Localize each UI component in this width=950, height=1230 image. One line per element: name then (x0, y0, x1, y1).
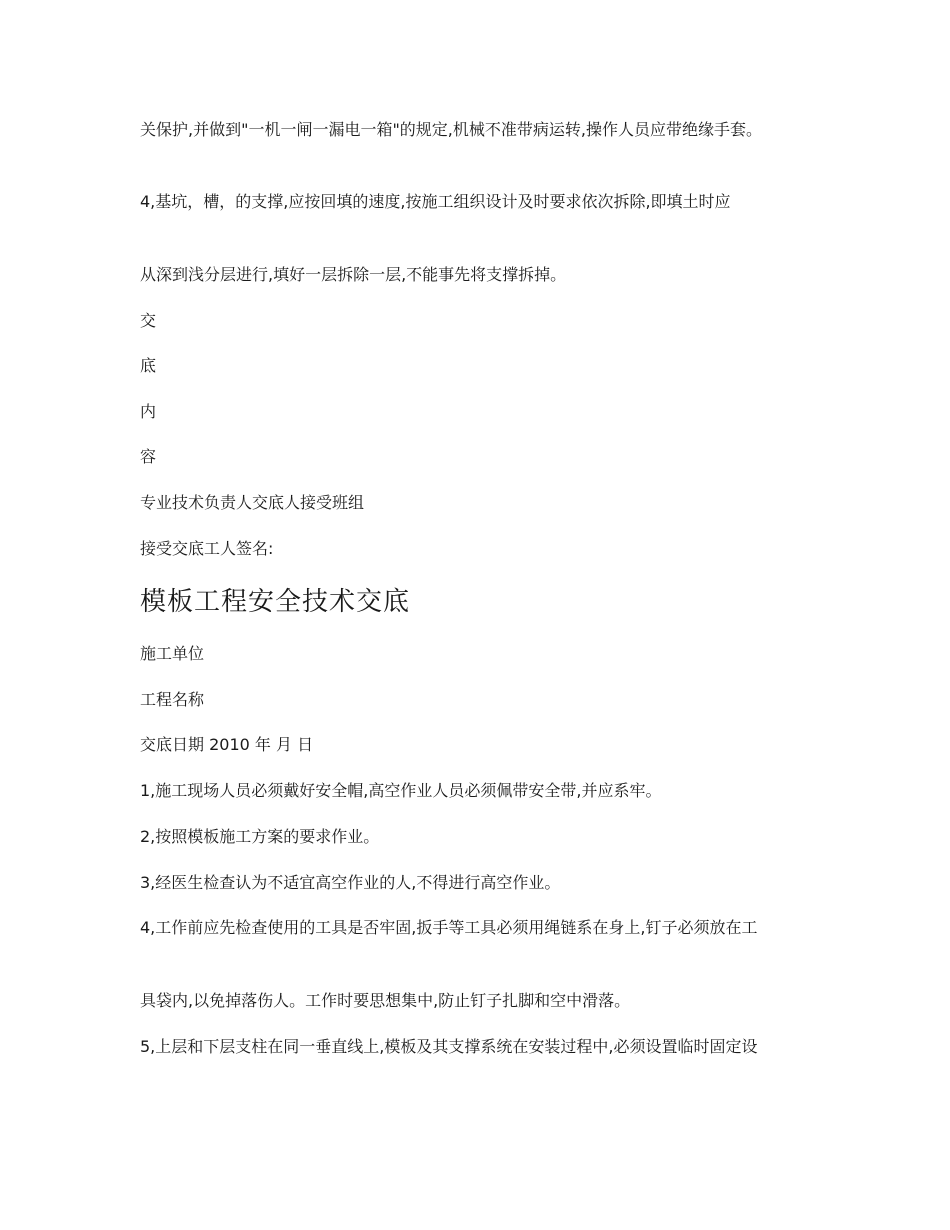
label-di: 底 (140, 356, 157, 375)
item-3: 3,经医生检查认为不适宜高空作业的人,不得进行高空作业。 (140, 873, 561, 892)
item-5: 5,上层和下层支柱在同一垂直线上,模板及其支撑系统在安装过程中,必须设置临时固定设 (140, 1037, 758, 1056)
item-4-continued: 具袋内,以免掉落伤人。工作时要思想集中,防止钉子扎脚和空中滑落。 (140, 991, 631, 1010)
signature-roles: 专业技术负责人交底人接受班组 (140, 493, 365, 512)
field-project-name: 工程名称 (140, 690, 205, 709)
section-heading: 模板工程安全技术交底 (140, 587, 411, 617)
item-2: 2,按照模板施工方案的要求作业。 (140, 827, 380, 846)
paragraph-protection: 关保护,并做到"一机一闸一漏电一箱"的规定,机械不准带病运转,操作人员应带绝缘手套。 (140, 120, 762, 139)
field-disclosure-date: 交底日期 2010 年 月 日 (140, 735, 314, 754)
label-nei: 内 (140, 402, 157, 421)
worker-signature-label: 接受交底工人签名: (140, 539, 274, 558)
paragraph-layered-removal: 从深到浅分层进行,填好一层拆除一层,不能事先将支撑拆掉。 (140, 265, 567, 284)
item-1: 1,施工现场人员必须戴好安全帽,高空作业人员必须佩带安全带,并应系牢。 (140, 781, 662, 800)
item-4: 4,工作前应先检查使用的工具是否牢固,扳手等工具必须用绳链系在身上,钉子必须放在工 (140, 918, 758, 937)
label-jiao: 交 (140, 311, 157, 330)
label-rong: 容 (140, 447, 157, 466)
paragraph-pit-support: 4,基坑，槽，的支撑,应按回填的速度,按施工组织设计及时要求依次拆除,即填土时应 (140, 192, 731, 211)
field-construction-unit: 施工单位 (140, 644, 205, 663)
